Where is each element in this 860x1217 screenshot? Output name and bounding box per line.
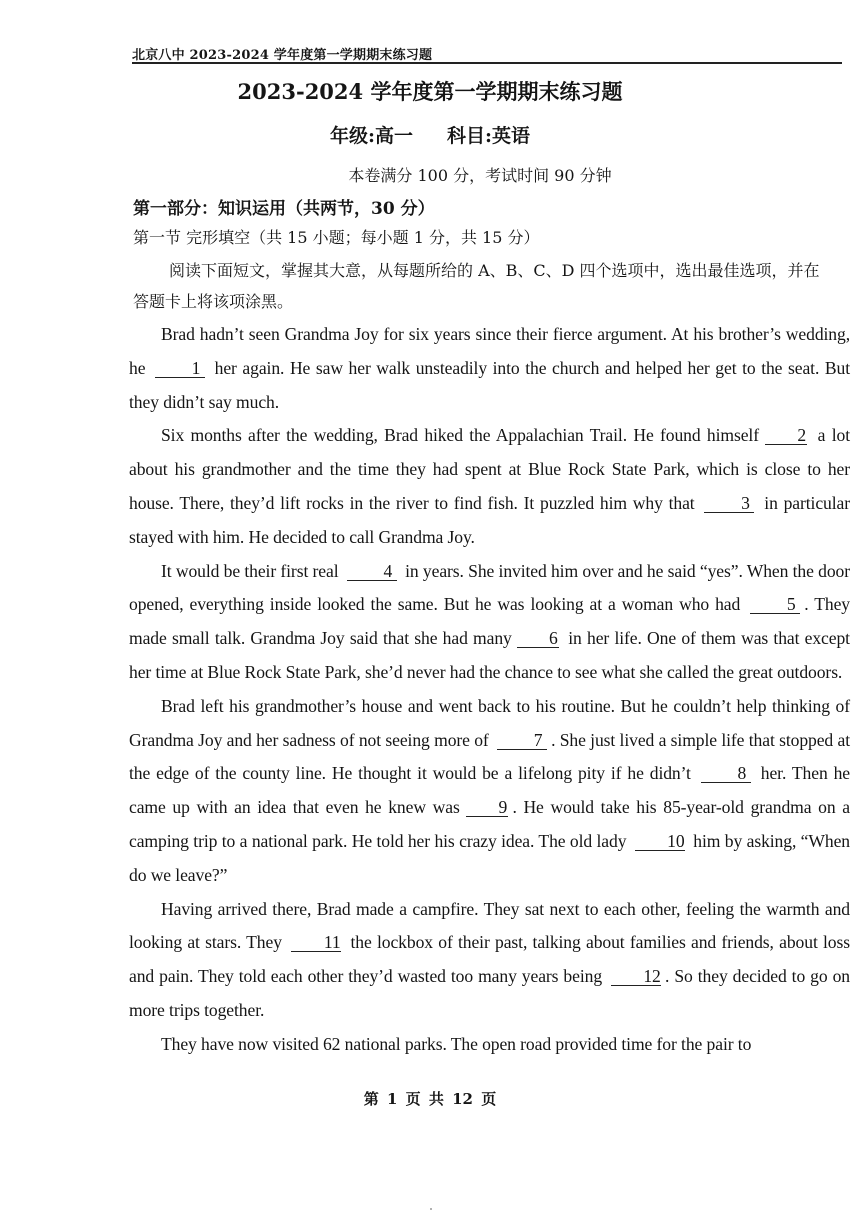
- cloze-blank: 10: [635, 832, 685, 851]
- cloze-blank: 1: [155, 359, 205, 378]
- cloze-blank: 9: [466, 798, 508, 817]
- passage-text: in her life. One of them was that except her time at Blue Rock State Park, she’d never had the chance to see what she called the great outdoors.: [129, 628, 850, 682]
- page-number: 第 1 页 共 12 页: [363, 1090, 497, 1108]
- cloze-blank: 6: [517, 629, 559, 648]
- cloze-blank: 3: [704, 494, 754, 513]
- header-divider: [132, 62, 842, 64]
- cloze-blank: 5: [750, 595, 800, 614]
- passage-text: It would be their first real: [161, 560, 339, 581]
- passage-text: Brad left his grandmother’s house and went back to his routine. But he couldn’t help thinking of Grandma Joy and her sadness of not seeing more of: [129, 695, 850, 750]
- passage-text: . So they decided to go on more trips together.: [129, 966, 850, 1020]
- passage-text: the lockbox of their past, talking about families and friends, about loss and pain. They told each other they’d wasted too many years being: [129, 932, 850, 987]
- passage-paragraph: [129, 1028, 850, 1062]
- cloze-blank: 12: [611, 967, 661, 986]
- passage-paragraph: [129, 893, 850, 1028]
- passage-text: . He would take his 85-year-old grandma on a camping trip to a national park. He told her his crazy idea. The old lady: [129, 797, 850, 851]
- passage-text: him by asking, “When do we leave?”: [129, 830, 850, 885]
- cloze-blank: 7: [497, 731, 547, 750]
- instructions: 阅读下面短文，掌握其大意，从每题所给的 A、B、C、D 四个选项中，选出最佳选项，并在答题卡上将该项涂黑。: [133, 261, 820, 311]
- passage-text: They have now visited 62 national parks. The open road provided time for the pair to: [161, 1033, 752, 1054]
- passage-text: . They made small talk. Grandma Joy said that she had many: [129, 594, 850, 649]
- section-heading: 第一节 完形填空（共 15 小题；每小题 1 分，共 15 分）: [133, 228, 540, 247]
- passage-text: in particular stayed with him. He decided to call Grandma Joy.: [129, 492, 850, 547]
- cloze-blank: 8: [701, 764, 751, 783]
- part-heading: 第一部分：知识运用（共两节，30 分）: [133, 199, 435, 219]
- running-header: 北京八中 2023-2024 学年度第一学期期末练习题: [132, 48, 433, 63]
- grade-label: 年级:高一: [329, 125, 413, 147]
- passage-text: a lot about his grandmother and the time they had spent at Blue Rock State Park, which is close to her house. There, they’d lift rocks in the river to find fish. It puzzled him why that: [129, 425, 850, 513]
- passage-paragraph: [129, 555, 850, 690]
- scan-speck: [430, 1208, 432, 1210]
- exam-info: 本卷满分 100 分，考试时间 90 分钟: [348, 166, 612, 185]
- passage-paragraph: [129, 318, 850, 419]
- page-title: 2023-2024 学年度第一学期期末练习题: [237, 79, 623, 104]
- passage-text: . She just lived a simple life that stopped at the edge of the county line. He thought it would be a lifelong pity if he didn’t: [129, 729, 850, 784]
- cloze-blank: 11: [291, 933, 341, 952]
- passage-text: Having arrived there, Brad made a campfire. They sat next to each other, feeling the warmth and looking at stars. They: [129, 898, 850, 953]
- cloze-passage: [129, 318, 850, 1062]
- passage-paragraph: [129, 690, 850, 893]
- passage-text: Six months after the wedding, Brad hiked the Appalachian Trail. He found himself: [161, 425, 759, 446]
- grade-subject-line: [0, 121, 860, 148]
- cloze-blank: 2: [765, 426, 807, 445]
- cloze-blank: 4: [347, 562, 397, 581]
- passage-text: her. Then he came up with an idea that even he knew was: [129, 763, 850, 818]
- subject-label: 科目:英语: [447, 125, 531, 147]
- passage-paragraph: [129, 419, 850, 554]
- passage-text: her again. He saw her walk unsteadily into the church and helped her get to the seat. But they didn’t say much.: [129, 357, 850, 412]
- passage-text: in years. She invited him over and he said “yes”. When the door opened, everything inside looked the same. But he was looking at a woman who had: [129, 560, 850, 615]
- passage-text: Brad hadn’t seen Grandma Joy for six years since their fierce argument. At his brother’s wedding, he: [129, 324, 850, 378]
